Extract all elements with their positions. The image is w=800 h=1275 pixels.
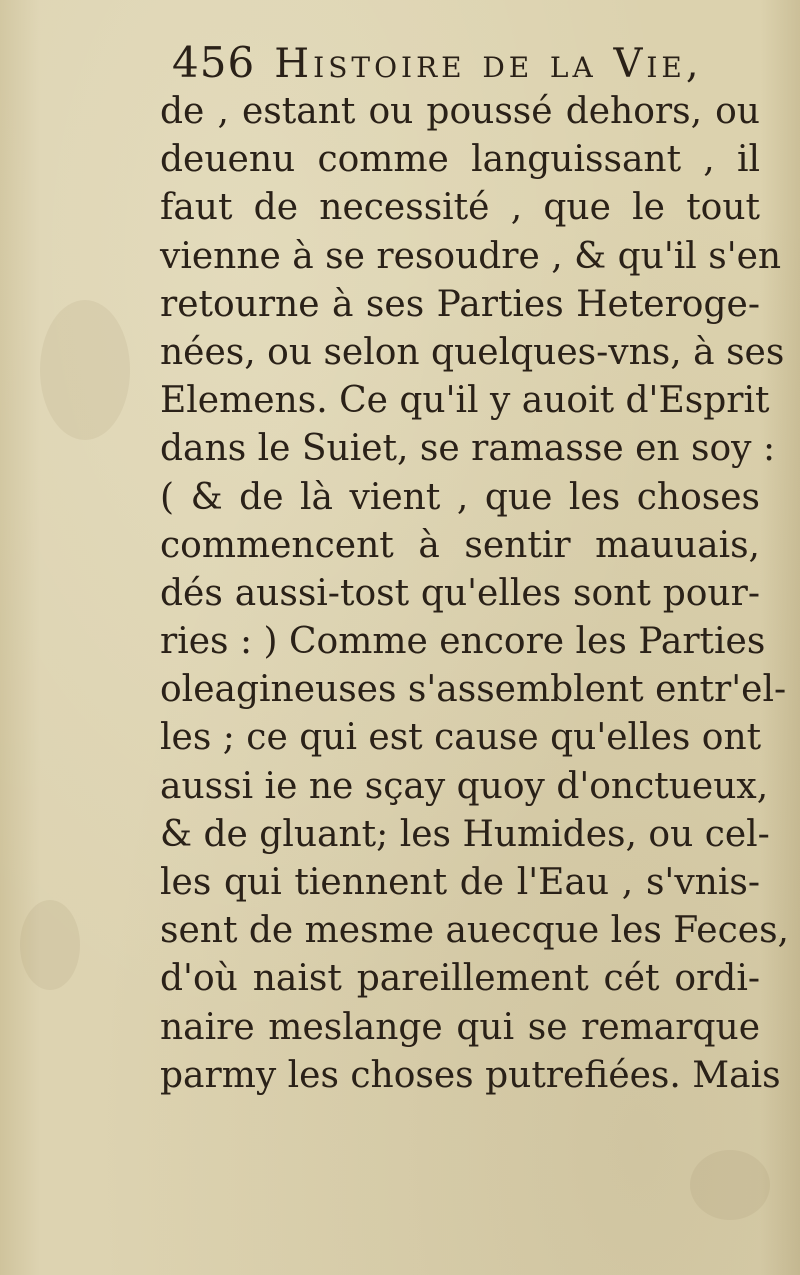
paper-stain xyxy=(20,900,80,990)
text-line: deuenu comme languissant , il xyxy=(160,139,760,181)
text-line: les ; ce qui est cause qu'elles ont xyxy=(160,717,762,759)
text-line: aussi ie ne sçay quoy d'onctueux, xyxy=(160,765,769,807)
text-line: ries : ) Comme encore les Parties xyxy=(160,621,766,663)
text-line: nées, ou selon quelques-vns, à ses xyxy=(160,331,785,373)
text-line: d'où naist pareillement cét ordi- xyxy=(160,958,760,1000)
text-line: parmy les choses putrefiées. Mais xyxy=(160,1054,781,1096)
text-line: Elemens. Ce qu'il y auoit d'Esprit xyxy=(160,380,770,422)
text-line: dés aussi-tost qu'elles sont pour- xyxy=(160,572,760,614)
text-line: dans le Suiet, se ramasse en soy : xyxy=(160,428,776,470)
text-line: commencent à sentir mauuais, xyxy=(160,524,760,566)
paper-stain xyxy=(40,300,130,440)
running-head: Histoire de la Vie, xyxy=(274,41,703,87)
text-line: retourne à ses Parties Heteroge- xyxy=(160,283,760,325)
text-line: naire meslange qui se remarque xyxy=(160,1006,760,1048)
text-line: vienne à se resoudre , & qu'il s'en xyxy=(160,235,782,277)
text-line: faut de necessité , que le tout xyxy=(160,187,760,229)
text-line: oleagineuses s'assemblent entr'el- xyxy=(160,669,787,711)
text-line: & de gluant; les Humides, ou cel- xyxy=(160,813,770,855)
text-line: de , estant ou poussé dehors, ou xyxy=(160,91,760,132)
text-line: ( & de là vient , que les choses xyxy=(160,476,760,518)
body-text xyxy=(160,88,789,1100)
text-line: les qui tiennent de l'Eau , s'vnis- xyxy=(160,862,760,903)
paper-stain xyxy=(690,1150,770,1220)
text-line: sent de mesme auecque les Feces, xyxy=(160,910,789,952)
page-number: 456 xyxy=(172,38,256,87)
